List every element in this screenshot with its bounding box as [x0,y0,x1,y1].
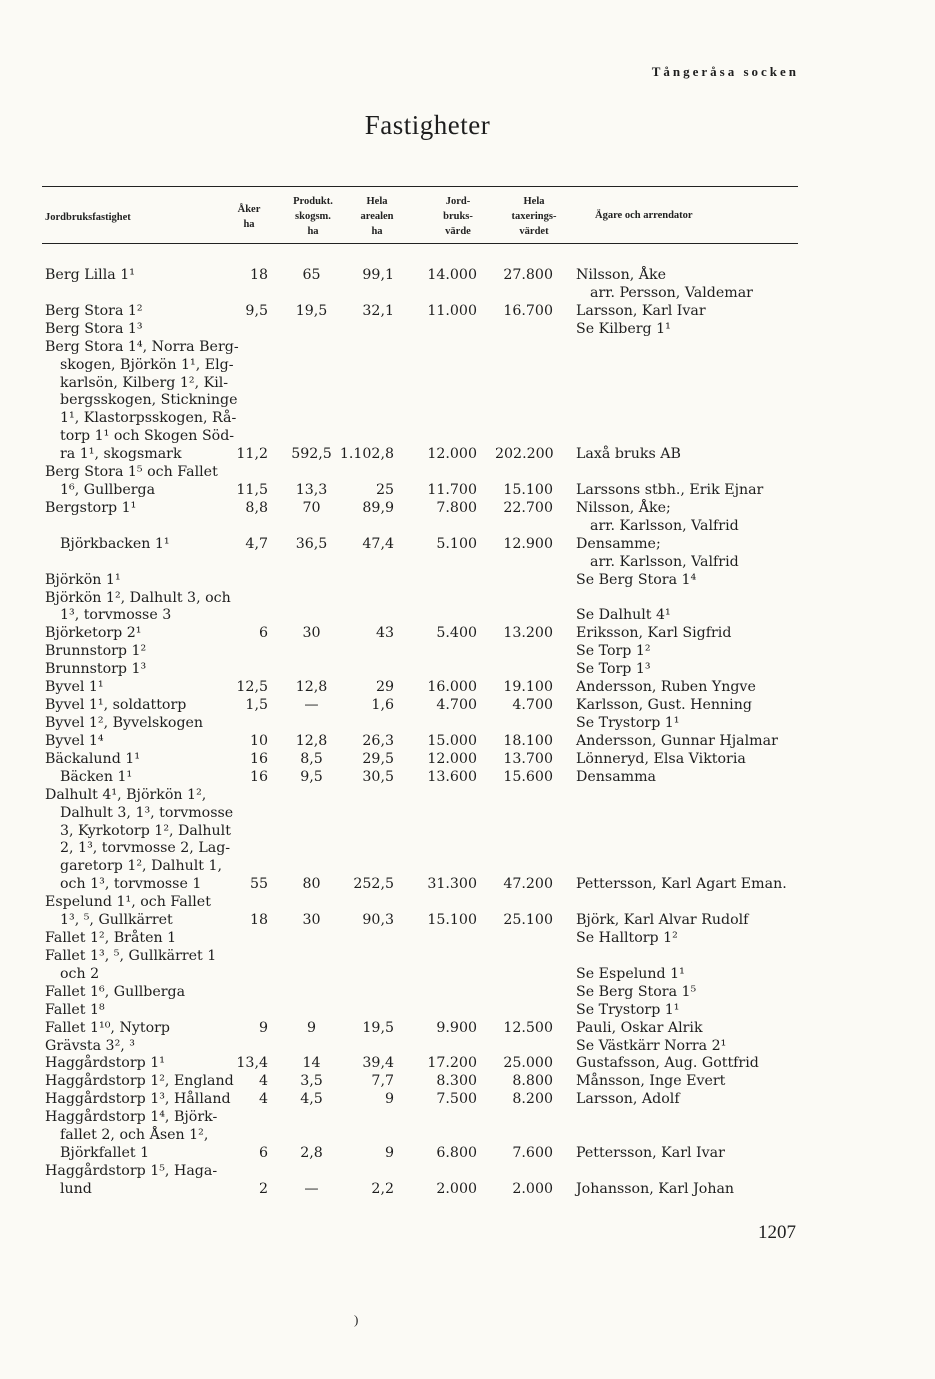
table-row [0,768,935,786]
agare-cell: arr. Karlsson, Valfrid [590,553,739,570]
agare-cell: Densamme; [576,535,661,552]
table-row [0,678,935,696]
table-row [0,642,935,660]
agare-cell: Se Dalhult 4¹ [576,607,671,624]
page-number: 1207 [758,1222,796,1243]
prod-cell: 2,8 [300,1145,323,1162]
agare-cell: Gustafsson, Aug. Gottfrid [576,1055,759,1072]
aker-cell: 6 [258,625,268,642]
table-row [0,786,935,804]
aker-cell: 11,2 [236,446,268,463]
tax-cell: 19.100 [503,679,553,696]
jord-cell: 12.000 [427,446,477,463]
jord-cell: 5.400 [436,625,477,642]
table-row [0,804,935,822]
agare-cell: Se Trystorp 1¹ [576,715,680,731]
jord-cell: 11.700 [427,482,477,499]
fastighet-cell: Dalhult 3, 1³, torvmosse [60,804,234,821]
areal-cell: 32,1 [362,302,394,319]
jord-cell: 4.700 [436,697,477,714]
agare-cell: Densamma [576,768,657,785]
jord-cell: 15.100 [427,912,477,929]
table-row [0,624,935,642]
table-row [0,374,935,392]
fastighet-cell: Fallet 1², Bråten 1 [45,930,177,947]
areal-cell: 25 [375,482,394,499]
agare-cell: Månsson, Inge Evert [576,1073,726,1090]
fastighet-cell: Björkön 1², Dalhult 3, och [45,589,231,606]
tax-cell: 2.000 [512,1180,553,1197]
col-header-areal: Hela arealen ha [360,196,394,237]
agare-cell: Pettersson, Karl Ivar [576,1145,725,1162]
agare-cell: Se Espelund 1¹ [576,965,685,982]
agare-cell: Nilsson, Åke; [576,499,671,516]
table-row [0,732,935,750]
fastighet-cell: Byvel 1⁴ [45,732,104,749]
table-row [0,606,935,624]
fastighet-cell: Berg Lilla 1¹ [45,267,135,283]
fastighet-cell: Byvel 1¹, soldattorp [45,697,187,714]
fastighet-cell: Byvel 1¹ [45,679,104,696]
jord-cell: 13.600 [427,768,477,785]
agare-cell: Se Torp 1³ [576,661,651,678]
fastighet-cell: Björkön 1¹ [45,571,121,588]
fastighet-cell: 1¹, Klastorpsskogen, Rå- [60,410,237,427]
fastighet-cell: Bäcken 1¹ [60,768,133,785]
tax-cell: 25.100 [503,912,553,929]
areal-cell: 2,2 [371,1180,394,1197]
page-title: Fastigheter [364,110,491,140]
table-row [0,589,935,607]
fastighet-cell: 1⁶, Gullberga [60,482,156,499]
table-row [0,893,935,911]
fastighet-cell: garetorp 1², Dalhult 1, [60,858,222,875]
table-top-rule [42,186,798,187]
prod-cell: 65 [302,267,321,283]
agare-cell: Larsson, Adolf [576,1091,680,1108]
tax-cell: 27.800 [503,267,553,283]
fastighet-cell: 1³, torvmosse 3 [60,607,172,624]
jord-cell: 16.000 [427,679,477,696]
aker-cell: 4 [258,1073,268,1090]
table-row [0,1090,935,1108]
prod-cell: 70 [302,499,321,516]
jord-cell: 7.500 [436,1091,477,1108]
table-row [0,1054,935,1072]
jord-cell: 5.100 [436,535,477,552]
agare-cell: Se Trystorp 1¹ [576,1001,680,1018]
table-row [0,499,935,517]
aker-cell: 10 [249,732,268,749]
table-row [0,284,935,302]
aker-cell: 6 [258,1145,268,1162]
col-header-fastighet: Jordbruksfastighet [45,212,131,223]
areal-cell: 90,3 [362,912,394,929]
col-header-prod: Produkt. skogsm. ha [293,196,333,237]
table-row [0,1126,935,1144]
table-row [0,1001,935,1019]
aker-cell: 16 [249,750,268,767]
fastighet-cell: bergsskogen, Stickninge [60,392,238,409]
fastighet-cell: Fallet 1³, ⁵, Gullkärret 1 [45,947,217,964]
aker-cell: 8,8 [245,499,268,516]
agare-cell: Laxå bruks AB [576,446,681,463]
aker-cell: 16 [249,768,268,785]
tax-cell: 4.700 [512,697,553,714]
tax-cell: 7.600 [512,1145,553,1162]
areal-cell: 9 [384,1145,394,1162]
prod-cell: — [304,697,319,714]
tax-cell: 16.700 [503,302,553,319]
table-row [0,481,935,499]
table-row [0,1180,935,1198]
table-row [0,1144,935,1162]
table-row [0,1019,935,1037]
prod-cell: 19,5 [295,302,328,319]
fastighet-cell: Brunnstorp 1² [45,643,147,660]
prod-cell: 8,5 [300,750,323,767]
agare-cell: Se Kilberg 1¹ [576,320,671,337]
jord-cell: 14.000 [427,267,477,283]
tax-cell: 15.100 [503,482,553,499]
areal-cell: 29,5 [362,750,394,767]
prod-cell: 13,3 [295,482,328,499]
aker-cell: 55 [249,876,268,893]
jord-cell: 2.000 [436,1180,477,1197]
fastighet-cell: skogen, Björkön 1¹, Elg- [60,356,234,373]
jord-cell: 7.800 [436,499,477,516]
agare-cell: Se Berg Stora 1⁴ [576,571,697,588]
prod-cell: 9,5 [300,768,323,785]
prod-cell: 30 [302,625,321,642]
fastighet-cell: Haggårdstorp 1⁴, Björk- [45,1109,218,1126]
table-row [0,929,935,947]
areal-cell: 26,3 [362,732,394,749]
aker-cell: 11,5 [236,482,268,499]
footer-mark: ) [354,1312,359,1327]
prod-cell: 592,5 [291,446,332,463]
agare-cell: Larssons stbh., Erik Ejnar [576,482,764,499]
fastighet-cell: Berg Stora 1⁴, Norra Berg- [45,338,239,355]
col-header-tax: Hela taxerings- värdet [511,196,557,237]
table-row [0,857,935,875]
tax-cell: 47.200 [503,876,553,893]
fastighet-cell: Bäckalund 1¹ [45,750,141,767]
prod-cell: — [304,1180,319,1197]
tax-cell: 18.100 [503,732,553,749]
areal-cell: 1,6 [371,697,394,714]
fastighet-cell: Björkfallet 1 [60,1145,150,1162]
fastighet-cell: Berg Stora 1³ [45,320,143,337]
jord-cell: 6.800 [436,1145,477,1162]
table-row [0,714,935,732]
agare-cell: Lönneryd, Elsa Viktoria [576,750,746,767]
aker-cell: 1,5 [245,697,268,714]
prod-cell: 4,5 [300,1091,323,1108]
agare-cell: Se Berg Stora 1⁵ [576,983,697,1000]
tax-cell: 25.000 [503,1055,553,1072]
areal-cell: 29 [375,679,394,696]
agare-cell: Andersson, Gunnar Hjalmar [576,732,778,749]
table-row [0,338,935,356]
prod-cell: 12,8 [295,679,328,696]
tax-cell: 15.600 [503,768,553,785]
fastighet-cell: Haggårdstorp 1², England [45,1073,234,1090]
aker-cell: 9,5 [245,302,268,319]
fastighet-cell: Grävsta 3², ³ [45,1037,135,1054]
fastighet-cell: och 2 [60,965,100,982]
tax-cell: 13.700 [503,750,553,767]
fastighet-cell: Haggårdstorp 1¹ [45,1055,165,1072]
aker-cell: 4 [258,1091,268,1108]
fastighet-cell: 3, Kyrkotorp 1², Dalhult [60,822,231,839]
table-row [0,965,935,983]
fastighet-cell: Fallet 1¹⁰, Nytorp [45,1019,170,1036]
aker-cell: 12,5 [236,679,268,696]
fastighet-cell: Fallet 1⁸ [45,1001,105,1018]
fastighet-cell: 2, 1³, torvmosse 2, Lag- [60,840,231,857]
aker-cell: 18 [249,267,268,283]
agare-cell: Björk, Karl Alvar Rudolf [576,912,749,929]
table-row [0,266,935,284]
fastighet-cell: lund [60,1180,92,1197]
jord-cell: 12.000 [427,750,477,767]
agare-cell: Pauli, Oskar Alrik [576,1019,703,1036]
jord-cell: 15.000 [427,732,477,749]
fastighet-cell: Brunnstorp 1³ [45,661,147,678]
aker-cell: 13,4 [236,1055,268,1072]
aker-cell: 2 [258,1180,268,1197]
areal-cell: 9 [384,1091,394,1108]
col-header-aker: Åker ha [237,204,261,230]
agare-cell: Pettersson, Karl Agart Eman. [576,876,787,893]
agare-cell: arr. Persson, Valdemar [590,284,753,301]
table-row [0,947,935,965]
tax-cell: 13.200 [503,625,553,642]
table-row [0,875,935,893]
agare-cell: Eriksson, Karl Sigfrid [576,625,732,642]
tax-cell: 8.800 [512,1073,553,1090]
tax-cell: 8.200 [512,1091,553,1108]
fastighet-cell: Dalhult 4¹, Björkön 1², [45,786,207,803]
fastighet-cell: torp 1¹ och Skogen Söd- [60,428,235,445]
areal-cell: 1.102,8 [339,446,394,463]
fastighet-cell: 1³, ⁵, Gullkärret [60,912,173,929]
prod-cell: 36,5 [295,535,328,552]
areal-cell: 252,5 [353,876,394,893]
areal-cell: 47,4 [362,535,394,552]
aker-cell: 18 [249,912,268,929]
table-row [0,750,935,768]
jord-cell: 17.200 [427,1055,477,1072]
fastighet-cell: Berg Stora 1⁵ och Fallet [45,464,218,481]
agare-cell: Andersson, Ruben Yngve [576,679,756,696]
agare-cell: Karlsson, Gust. Henning [576,697,752,714]
aker-cell: 9 [258,1019,268,1036]
table-row [0,660,935,678]
areal-cell: 39,4 [362,1055,394,1072]
fastighet-cell: Fallet 1⁶, Gullberga [45,983,186,1000]
table-row [0,1108,935,1126]
prod-cell: 9 [306,1019,317,1036]
table-row [0,427,935,445]
tax-cell: 12.500 [503,1019,553,1036]
tax-cell: 22.700 [503,499,553,516]
fastighet-cell: Björketorp 2¹ [45,625,142,642]
prod-cell: 12,8 [295,732,328,749]
areal-cell: 99,1 [362,267,394,283]
jord-cell: 8.300 [436,1073,477,1090]
fastighet-cell: Bergstorp 1¹ [45,499,137,516]
agare-cell: Se Västkärr Norra 2¹ [576,1037,727,1054]
fastighet-cell: Espelund 1¹, och Fallet [45,894,211,911]
table-header-rule [42,243,798,244]
agare-cell: Larsson, Karl Ivar [576,302,706,319]
agare-cell: Nilsson, Åke [576,267,666,283]
areal-cell: 7,7 [371,1073,394,1090]
table-row [0,1162,935,1180]
fastighet-cell: Berg Stora 1² [45,302,143,319]
parish-header: Tångeråsa socken [651,64,799,79]
table-row [0,822,935,840]
table-row [0,983,935,1001]
agare-cell: Johansson, Karl Johan [576,1180,735,1197]
table-row [0,409,935,427]
prod-cell: 30 [302,912,321,929]
agare-cell: Se Torp 1² [576,643,651,660]
table-row [0,517,935,535]
jord-cell: 9.900 [436,1019,477,1036]
prod-cell: 80 [302,876,321,893]
tax-cell: 12.900 [503,535,553,552]
col-header-agare: Ägare och arrendator [595,210,693,221]
table-row [0,1072,935,1090]
areal-cell: 43 [375,625,394,642]
aker-cell: 4,7 [245,535,268,552]
table-row [0,391,935,409]
table-row [0,553,935,571]
jord-cell: 31.300 [427,876,477,893]
fastighet-cell: karlsön, Kilberg 1², Kil- [60,374,229,391]
table-row [0,463,935,481]
table-row [0,320,935,338]
agare-cell: arr. Karlsson, Valfrid [590,517,739,534]
table-row [0,535,935,553]
jord-cell: 11.000 [427,302,477,319]
fastighet-cell: och 1³, torvmosse 1 [60,876,202,893]
table-row [0,571,935,589]
table-row [0,839,935,857]
fastighet-cell: ra 1¹, skogsmark [60,446,182,463]
table-row [0,302,935,320]
table-row [0,911,935,929]
agare-cell: Se Halltorp 1² [576,930,678,947]
areal-cell: 89,9 [362,499,394,516]
prod-cell: 3,5 [300,1073,323,1090]
fastighet-cell: Björkbacken 1¹ [60,535,170,552]
fastighet-cell: fallet 2, och Åsen 1², [60,1127,209,1144]
table-row [0,356,935,374]
table-row [0,445,935,463]
table-row [0,696,935,714]
areal-cell: 30,5 [362,768,394,785]
areal-cell: 19,5 [362,1019,394,1036]
fastighet-cell: Haggårdstorp 1³, Hålland [45,1091,231,1108]
prod-cell: 14 [302,1055,321,1072]
tax-cell: 202.200 [495,446,554,463]
fastighet-cell: Haggårdstorp 1⁵, Haga- [45,1163,218,1179]
fastighet-cell: Byvel 1², Byvelskogen [45,715,204,731]
col-header-jord: Jord- bruks- värde [443,196,473,237]
table-row [0,1037,935,1055]
